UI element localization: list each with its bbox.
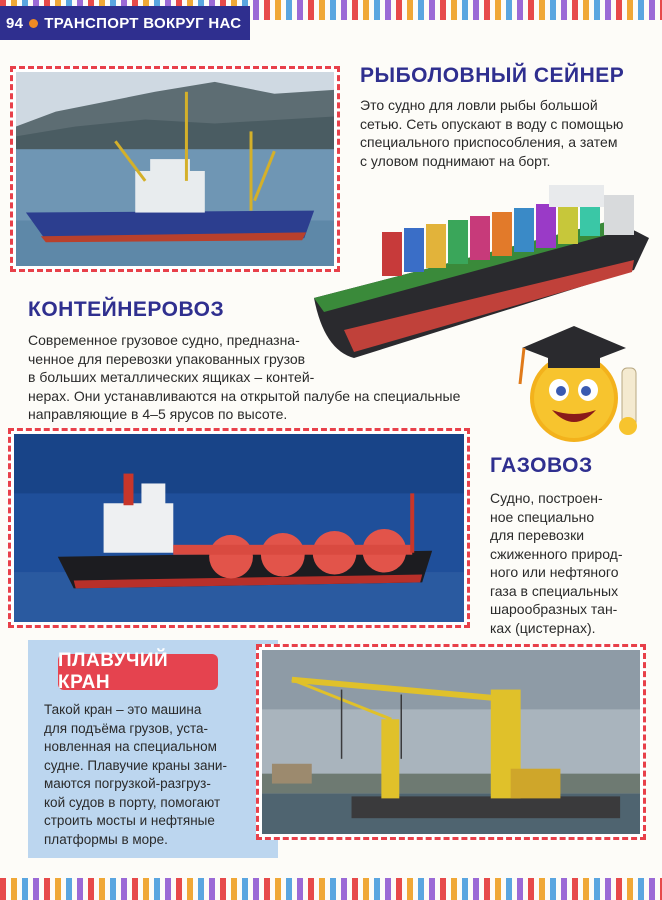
section-title: ТРАНСПОРТ ВОКРУГ НАС [44,14,242,32]
text-line: ного или нефтяного [490,564,619,580]
text-line: шарообразных тан- [490,601,618,617]
text-line: Такой кран – это машина [44,702,202,717]
text-line: ках (цистернах). [490,619,596,636]
text-line: сжиженного природ- [490,545,623,562]
page-number: 94 [6,14,24,32]
text-line: судне. Плавучие краны зани- [44,757,227,773]
text-line: ченное для перевозки упакованных грузов [28,350,306,367]
text-line: газа в специальных [490,582,619,599]
text-line: Судно, построен- [490,490,603,506]
container-ship-title: КОНТЕЙНЕРОВОЗ [28,298,225,321]
floating-crane-photo [256,644,646,840]
text-line: для перевозки [490,527,585,543]
text-line: нерах. Они устанавливаются на открытой палубе на специальные [28,387,461,404]
floating-crane-title: ПЛАВУЧИЙ КРАН [58,654,218,690]
text-line: в больших металлических ящиках – контей- [28,369,315,385]
text-line: платформы в море. [44,831,168,847]
floating-crane-text [44,701,274,849]
text-line: ное специально [490,508,595,525]
header-dot-icon [29,19,38,28]
text-line: специального приспособления, а затем [360,134,618,150]
text-line: направляющие в 4–5 ярусов по высоте. [28,406,288,422]
text-line: маются погрузкой-разгруз- [44,776,211,791]
seiner-photo [10,66,340,272]
text-line: для подъёма грузов, уста- [44,720,209,736]
bottom-decorative-stripe [0,878,662,900]
seiner-title: РЫБОЛОВНЫЙ СЕЙНЕР [360,64,625,87]
graduate-smiley-icon [502,318,652,456]
text-line: Это судно для ловли рыбы большой [360,97,598,113]
text-line: сетью. Сеть опускают в воду с помощью [360,115,624,132]
container-ship-text [28,331,508,424]
seiner-text [360,96,650,170]
text-line: кой судов в порту, помогают [44,794,221,810]
text-line: строить мосты и нефтяные [44,813,215,828]
gas-carrier-photo [8,428,470,628]
text-line: новленная на специальном [44,739,217,754]
text-line: Современное грузовое судно, предназна- [28,332,300,348]
gas-carrier-title: ГАЗОВОЗ [490,454,593,477]
gas-carrier-text [490,489,655,637]
page-header [0,6,250,40]
text-line: с уловом поднимают на борт. [360,152,551,169]
